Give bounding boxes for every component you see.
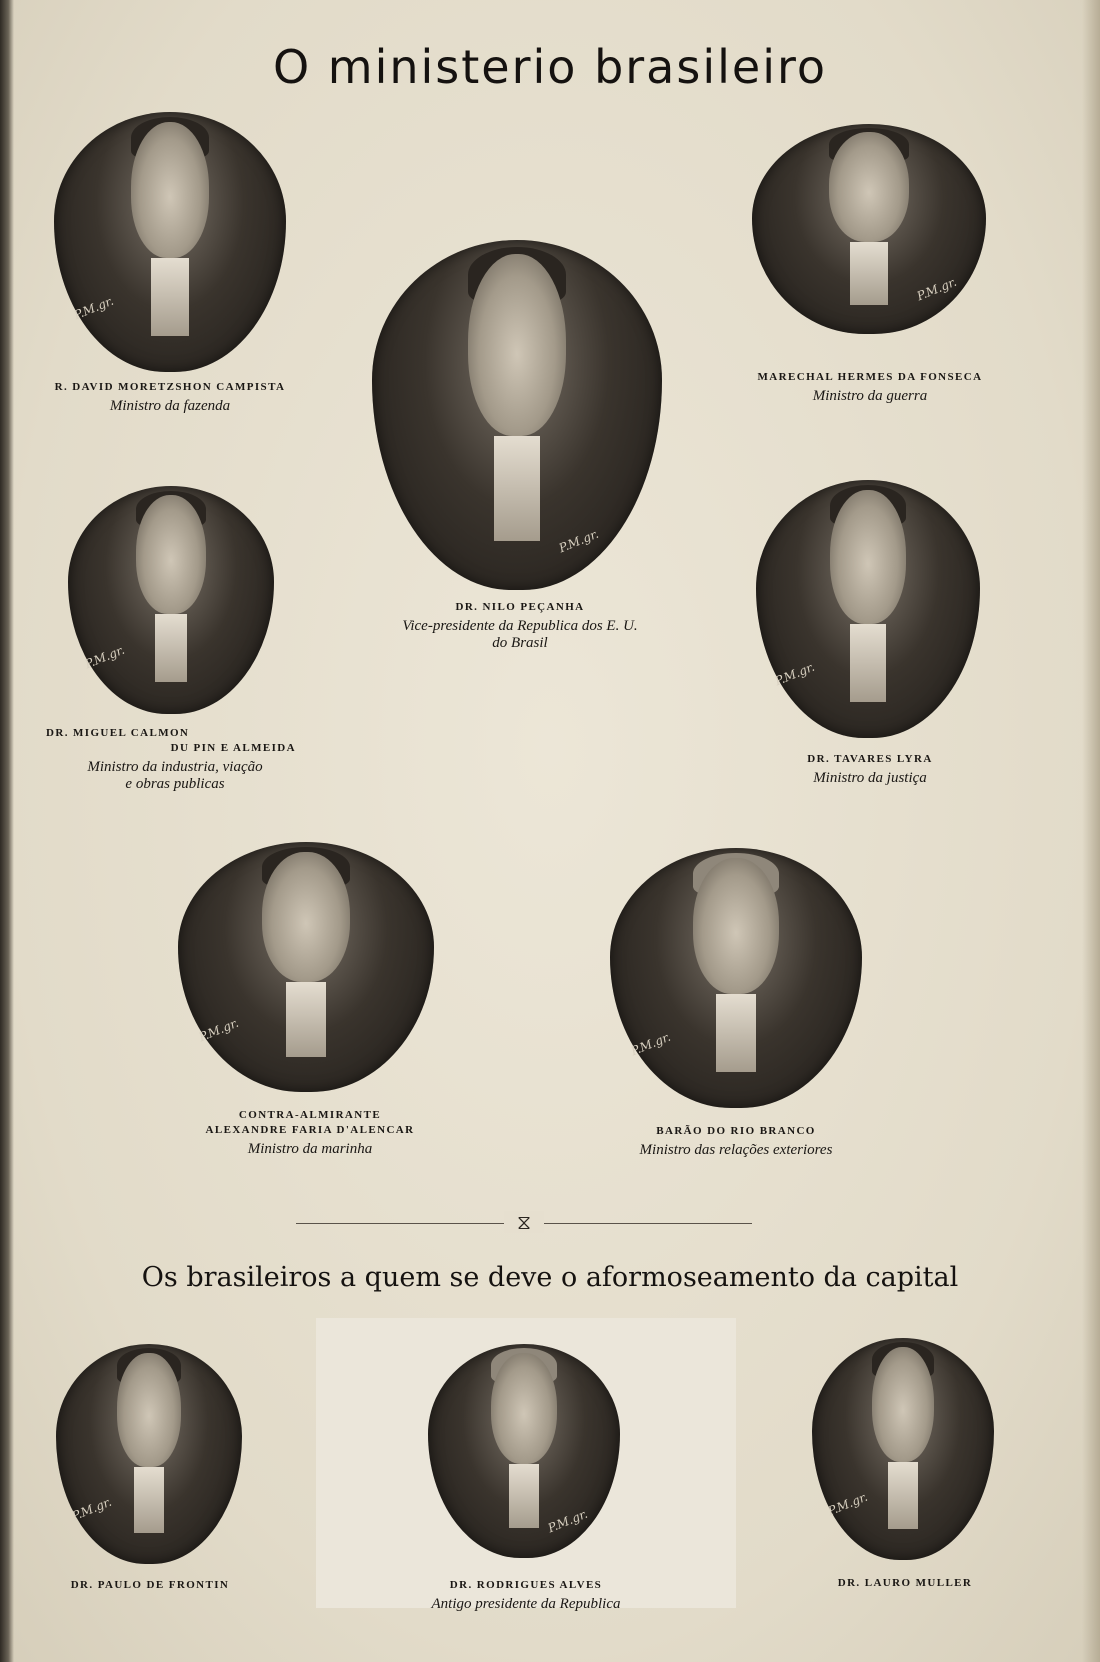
engraver-mark: P.M.gr.: [772, 659, 817, 689]
engraver-mark: P.M.gr.: [914, 274, 959, 304]
portrait-name: DR. RODRIGUES ALVES: [449, 1579, 603, 1591]
portrait-name: DR. NILO PEÇANHA: [455, 601, 585, 613]
portrait-name: DR. PAULO DE FRONTIN: [70, 1579, 230, 1591]
portrait-role-line1: Vice-presidente da Republica dos E. U.: [402, 618, 638, 634]
caption-campista: [30, 380, 310, 415]
portrait-lyra: [756, 480, 980, 738]
portrait-name: DR. TAVARES LYRA: [807, 753, 933, 765]
portrait-role: Ministro da marinha: [247, 1141, 373, 1157]
portrait-name-line1: CONTRA-ALMIRANTE: [238, 1109, 382, 1121]
section-title: Os brasileiros a quem se deve o aformoseamento da capital: [141, 1262, 959, 1293]
portrait-name: R. DAVID MORETZSHON CAMPISTA: [54, 381, 286, 393]
engraver-mark: P.M.gr.: [629, 1029, 673, 1059]
caption-pecanha: [330, 600, 710, 652]
page-spine-shadow: [0, 0, 14, 1662]
portrait-alencar: [178, 842, 434, 1092]
engraver-mark: P.M.gr.: [825, 1489, 870, 1519]
caption-alencar: [160, 1108, 460, 1158]
portrait-name-line2: ALEXANDRE FARIA D'ALENCAR: [205, 1124, 415, 1136]
portrait-name: MARECHAL HERMES DA FONSECA: [757, 371, 983, 383]
caption-muller: [790, 1576, 1020, 1591]
engraver-mark: P.M.gr.: [83, 642, 128, 672]
portrait-fonseca: [752, 124, 986, 334]
portrait-frontin: [56, 1344, 242, 1564]
engraver-mark: P.M.gr.: [545, 1506, 590, 1536]
portrait-muller: [812, 1338, 994, 1560]
engraver-mark: P.M.gr.: [197, 1015, 242, 1045]
portrait-rio-branco: [610, 848, 862, 1108]
portrait-role: Ministro da fazenda: [109, 398, 231, 414]
caption-lyra: [730, 752, 1010, 787]
portrait-campista: [54, 112, 286, 372]
divider-ornament-icon: ⧖: [504, 1211, 544, 1233]
portrait-role: Antigo presidente da Republica: [431, 1596, 621, 1612]
caption-fonseca: [730, 370, 1010, 405]
caption-calmon: [40, 726, 310, 793]
caption-rodrigues-alves: [384, 1578, 668, 1613]
portrait-pecanha: [372, 240, 662, 590]
portrait-role: Ministro das relações exteriores: [639, 1142, 833, 1158]
portrait-role: Ministro da justiça: [813, 770, 927, 786]
portrait-calmon: [68, 486, 274, 714]
portrait-role-line2: e obras publicas: [125, 776, 225, 792]
engraver-mark: P.M.gr.: [556, 526, 601, 556]
page-title: O ministerio brasileiro: [272, 40, 828, 94]
engraver-mark: P.M.gr.: [71, 293, 116, 323]
portrait-name-line2: DU PIN E ALMEIDA: [170, 742, 296, 754]
portrait-name-line1: DR. MIGUEL CALMON: [46, 727, 190, 739]
engraver-mark: P.M.gr.: [69, 1494, 114, 1523]
portrait-name: BARÃO DO RIO BRANCO: [656, 1125, 816, 1137]
caption-rio-branco: [586, 1124, 886, 1159]
portrait-role-line2: do Brasil: [492, 635, 548, 651]
caption-frontin: [30, 1578, 270, 1593]
portrait-name: DR. LAURO MULLER: [837, 1577, 973, 1589]
page-edge-shadow: [1082, 0, 1100, 1662]
portrait-role: Ministro da guerra: [812, 388, 928, 404]
portrait-role-line1: Ministro da industria, viação: [87, 759, 263, 775]
